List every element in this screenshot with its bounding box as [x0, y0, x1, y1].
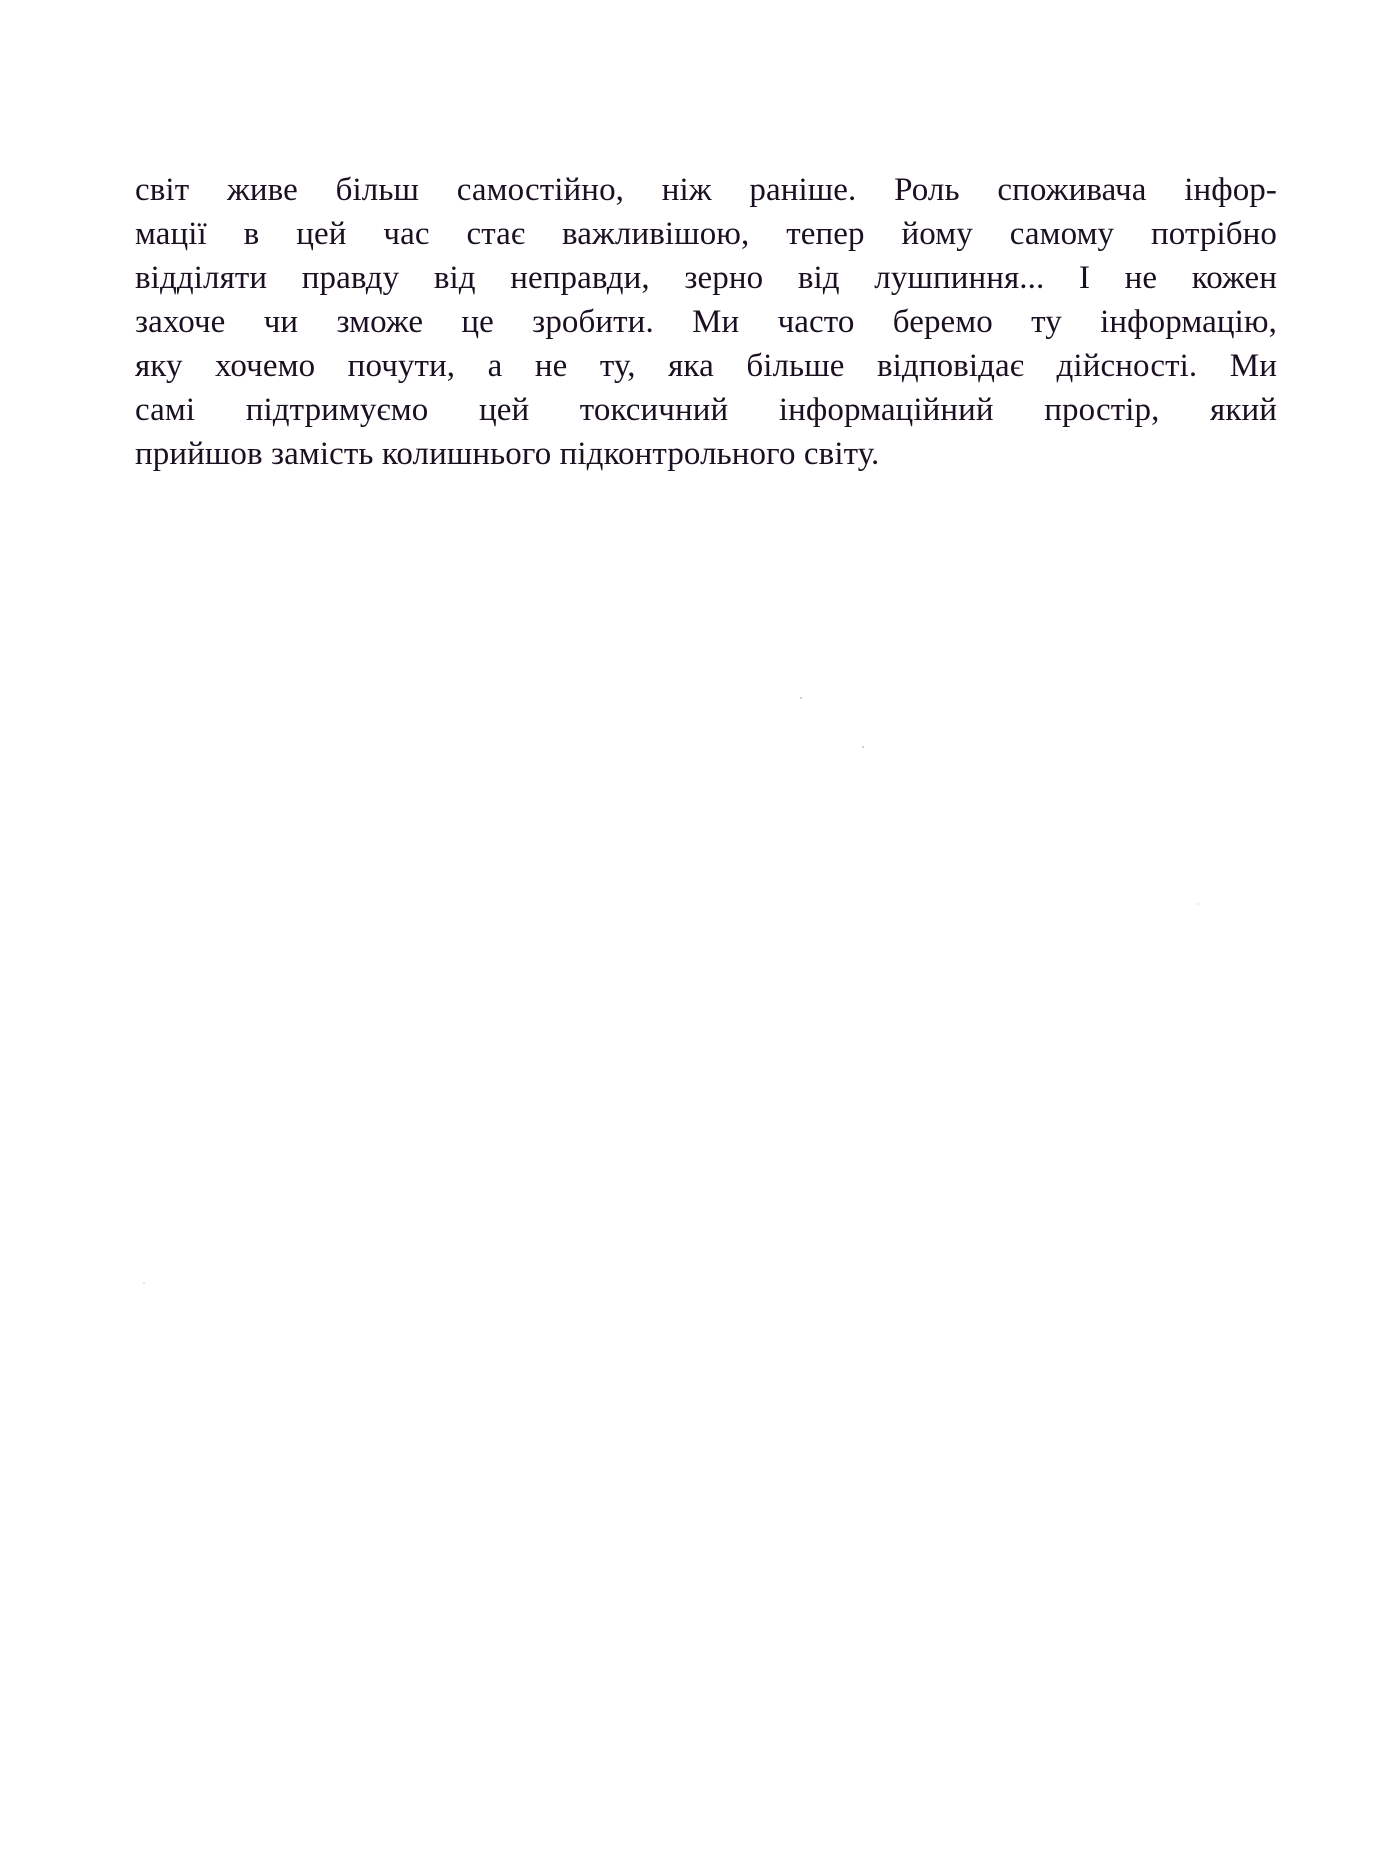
- paragraph-line-1: світ живе більш самостійно, ніж раніше. Роль споживача інфор-: [135, 172, 1277, 208]
- scan-speck: [1197, 903, 1199, 905]
- body-paragraph: [135, 168, 1277, 476]
- scan-speck: [862, 746, 864, 748]
- paragraph-line-7: прийшов замість колишнього підконтрольного світу.: [135, 436, 880, 472]
- paragraph-line-3: відділяти правду від неправди, зерно від лушпиння... І не кожен: [135, 260, 1277, 296]
- paragraph-line-2: мації в цей час стає важливішою, тепер йому самому потрібно: [135, 216, 1277, 252]
- paragraph-line-5: яку хочемо почути, а не ту, яка більше відповідає дійсності. Ми: [135, 348, 1277, 384]
- paragraph-line-6: самі підтримуємо цей токсичний інформаційний простір, який: [135, 392, 1277, 428]
- scan-speck: [143, 1282, 145, 1284]
- scan-speck: [800, 697, 802, 699]
- paragraph-line-4: захоче чи зможе це зробити. Ми часто беремо ту інформацію,: [135, 304, 1277, 340]
